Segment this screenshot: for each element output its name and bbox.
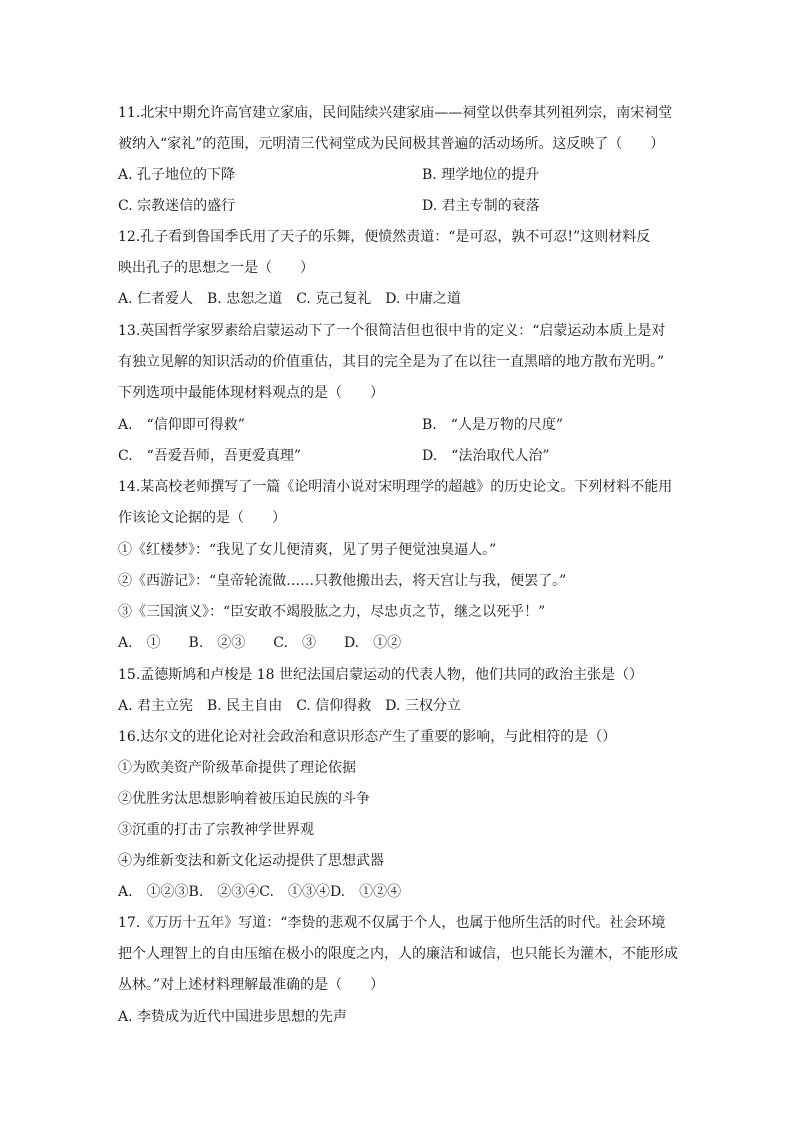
- q14-options: A. ① B. ②③ C. ③ D. ①②: [118, 635, 402, 651]
- q17-option-a: A. 李贽成为近代中国进步思想的先声: [118, 1009, 348, 1025]
- q13-stem-line1: 13.英国哲学家罗素给启蒙运动下了一个很简洁但也很中肯的定义：“启蒙运动本质上是对: [118, 323, 666, 339]
- q17-stem-line1: 17.《万历十五年》写道：“李贽的悲观不仅属于个人，也属于他所生活的时代。社会环境: [118, 915, 666, 931]
- q14-material-1: ①《红楼梦》：“我见了女儿便清爽，见了男子便觉浊臭逼人。”: [118, 542, 497, 558]
- q16-item-4: ④为维新变法和新文化运动提供了思想武器: [118, 853, 384, 869]
- q13-stem-line2: 有独立见解的知识活动的价值重估，其目的完全是为了在以往一直黑暗的地方散布光明。”: [118, 354, 665, 370]
- q16-item-2: ②优胜劣汰思想影响着被压迫民族的斗争: [118, 791, 370, 807]
- q13-option-b: B. “人是万物的尺度”: [422, 417, 564, 433]
- q13-option-c: C. “吾爱吾师，吾更爱真理”: [118, 448, 301, 464]
- q12-stem-line1: 12.孔子看到鲁国季氏用了天子的乐舞，便愤然责道：“是可忍，孰不可忍!”这则材料反: [118, 229, 651, 245]
- q11-option-a: A. 孔子地位的下降: [118, 167, 236, 183]
- q16-item-3: ③沉重的打击了宗教神学世界观: [118, 822, 314, 838]
- q13-option-d: D. “法治取代人治”: [422, 448, 550, 464]
- q11-option-c: C. 宗教迷信的盛行: [118, 198, 236, 214]
- q14-stem-line2: 作该论文论据的是（ ）: [118, 510, 286, 526]
- q15-options: A. 君主立宪 B. 民主自由 C. 信仰得救 D. 三权分立: [118, 698, 461, 714]
- q16-stem-line1: 16.达尔文的进化论对社会政治和意识形态产生了重要的影响，与此相符的是（）: [118, 729, 617, 745]
- q11-option-d: D. 君主专制的衰落: [422, 198, 540, 214]
- q12-stem-line2: 映出孔子的思想之一是（ ）: [118, 260, 314, 276]
- q16-item-1: ①为欧美资产阶级革命提供了理论依据: [118, 760, 356, 776]
- q11-option-b: B. 理学地位的提升: [422, 167, 540, 183]
- q14-stem-line1: 14.某高校老师撰写了一篇《论明清小说对宋明理学的超越》的历史论文。下列材料不能用: [118, 479, 673, 495]
- q14-material-3: ③《三国演义》：“臣安敢不竭股肱之力，尽忠贞之节，继之以死乎！”: [118, 604, 546, 620]
- q16-options: A. ①②③B. ②③④C. ①③④D. ①②④: [118, 884, 402, 900]
- q13-stem-line3: 下列选项中最能体现材料观点的是（ ）: [118, 385, 384, 401]
- q13-option-a: A. “信仰即可得救”: [118, 417, 245, 433]
- q11-stem-line2: 被纳入“家礼”的范围，元明清三代祠堂成为民间极其普遍的活动场所。这反映了（ ）: [118, 136, 665, 152]
- q12-options: A. 仁者爱人 B. 忠恕之道 C. 克己复礼 D. 中庸之道: [118, 291, 461, 307]
- q17-stem-line2: 把个人理智上的自由压缩在极小的限度之内，人的廉洁和诚信，也只能长为灌木，不能形成: [118, 946, 678, 962]
- q11-stem-line1: 11.北宋中期允许高官建立家庙，民间陆续兴建家庙——祠堂以供奉其列祖列宗，南宋祠堂: [118, 105, 673, 121]
- q15-stem-line1: 15.孟德斯鸠和卢梭是 18 世纪法国启蒙运动的代表人物，他们共同的政治主张是（）: [118, 667, 643, 683]
- q14-material-2: ②《西游记》：“皇帝轮流做……只教他搬出去，将天宫让与我，便罢了。”: [118, 573, 567, 589]
- q17-stem-line3: 丛林。”对上述材料理解最准确的是（ ）: [118, 977, 385, 993]
